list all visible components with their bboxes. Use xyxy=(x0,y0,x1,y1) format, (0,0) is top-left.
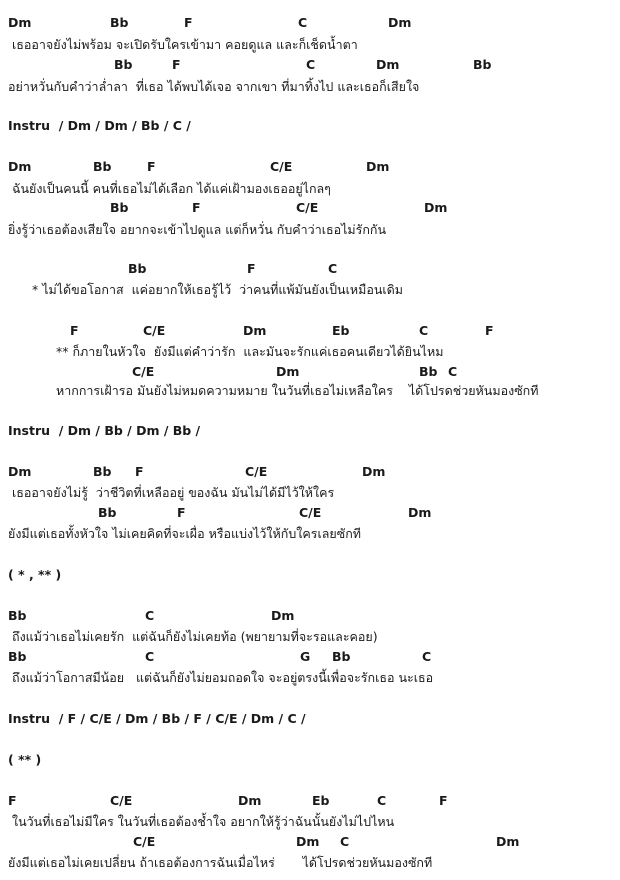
lyric-line: ฉันยังเป็นคนนี้ คนที่เธอไม่ได้เลือก ได้แค่เฝ้ามองเธออยู่ไกลๆ xyxy=(12,181,331,196)
lyric-line: ในวันที่เธอไม่มีใคร ในวันที่เธอต้องช้ำใจ อยากให้รู้ว่าฉันนั้นยังไม่ไปไหน xyxy=(12,814,395,829)
chord-label: Eb xyxy=(312,793,330,808)
chord-label: Dm xyxy=(376,57,400,72)
lyric-line: ยังมีแต่เธอไม่เคยเปลี่ยน ถ้าเธอต้องการฉันเมื่อไหร่ ได้โปรดช่วยหันมองซักที xyxy=(8,855,433,870)
section-marker: ( * , ** ) xyxy=(8,567,62,582)
lyric-line: * ไม่ได้ขอโอกาส แค่อยากให้เธอรู้ไว้ ว่าคนที่แพ้มันยังเป็นเหมือนเดิม xyxy=(32,282,404,297)
chord-label: C xyxy=(448,364,458,379)
chord-label: C xyxy=(328,261,338,276)
lyric-line: เธออาจยังไม่รู้ ว่าชีวิตที่เหลืออยู่ ของฉัน มันไม่ได้มีไว้ให้ใคร xyxy=(12,485,335,500)
chord-label: Eb xyxy=(332,323,350,338)
chord-label: C xyxy=(306,57,316,72)
lyric-line: หากการเฝ้ารอ มันยังไม่หมดความหมาย ในวันที่เธอไม่เหลือใคร ได้โปรดช่วยหันมองซักที xyxy=(56,383,539,398)
chord-label: F xyxy=(184,15,193,30)
chord-label: Bb xyxy=(332,649,351,664)
chord-label: Bb xyxy=(110,15,129,30)
lyric-line: ยังมีแต่เธอทั้งหัวใจ ไม่เคยคิดที่จะเผื่อ หรือแบ่งไว้ให้กับใครเลยซักที xyxy=(8,526,362,541)
chord-label: Bb xyxy=(98,505,117,520)
chord-label: C/E xyxy=(296,200,319,215)
section-marker: ( ** ) xyxy=(8,752,42,767)
chord-label: F xyxy=(485,323,494,338)
chord-label: Dm xyxy=(276,364,300,379)
chord-label: F xyxy=(177,505,186,520)
chord-label: C/E xyxy=(110,793,133,808)
chord-label: Dm xyxy=(8,464,32,479)
chord-label: Dm xyxy=(388,15,412,30)
chord-label: Dm xyxy=(366,159,390,174)
section-marker: Instru / Dm / Dm / Bb / C / xyxy=(8,118,191,133)
chord-label: F xyxy=(439,793,448,808)
chord-label: Bb xyxy=(473,57,492,72)
chord-label: Bb xyxy=(128,261,147,276)
chord-label: Dm xyxy=(271,608,295,623)
chord-label: Dm xyxy=(424,200,448,215)
chord-label: Dm xyxy=(362,464,386,479)
chord-label: Bb xyxy=(93,159,112,174)
chord-label: Dm xyxy=(8,15,32,30)
section-marker: Instru / Dm / Bb / Dm / Bb / xyxy=(8,423,201,438)
chord-label: C/E xyxy=(299,505,322,520)
chord-label: Bb xyxy=(110,200,129,215)
chord-label: Bb xyxy=(8,608,27,623)
chord-label: F xyxy=(8,793,17,808)
chord-label: C/E xyxy=(270,159,293,174)
chord-label: Dm xyxy=(243,323,267,338)
chord-label: C xyxy=(340,834,350,849)
chord-label: Dm xyxy=(8,159,32,174)
chord-label: C/E xyxy=(245,464,268,479)
chord-label: F xyxy=(70,323,79,338)
chord-label: Dm xyxy=(496,834,520,849)
chord-label: F xyxy=(172,57,181,72)
chord-label: F xyxy=(147,159,156,174)
chord-label: Bb xyxy=(8,649,27,664)
lyric-line: อย่าหวั่นกับคำว่าล่ำลา ที่เธอ ได้พบได้เจอ จากเขา ที่มาทิ้งไป และเธอก็เสียใจ xyxy=(8,79,420,94)
chord-label: C xyxy=(422,649,432,664)
chord-label: C xyxy=(145,649,155,664)
chord-label: Dm xyxy=(296,834,320,849)
section-marker: Instru / F / C/E / Dm / Bb / F / C/E / Dm / C / xyxy=(8,711,306,726)
lyric-line: ถึงแม้ว่าเธอไม่เคยรัก แต่ฉันก็ยังไม่เคยท้อ (พยายามที่จะรอและคอย) xyxy=(12,629,378,644)
chord-label: Bb xyxy=(419,364,438,379)
chord-label: C/E xyxy=(132,364,155,379)
chord-label: C xyxy=(419,323,429,338)
chord-label: C xyxy=(298,15,308,30)
chord-label: F xyxy=(135,464,144,479)
chord-label: F xyxy=(192,200,201,215)
chord-label: C xyxy=(377,793,387,808)
lyric-line: เธออาจยังไม่พร้อม จะเปิดรับใครเข้ามา คอยดูแล และก็เช็ดน้ำตา xyxy=(12,37,358,52)
chord-label: C/E xyxy=(133,834,156,849)
chord-label: Dm xyxy=(238,793,262,808)
chord-label: G xyxy=(300,649,311,664)
chord-label: C xyxy=(145,608,155,623)
lyric-line: ยิ่งรู้ว่าเธอต้องเสียใจ อยากจะเข้าไปดูแล แต่ก็หวั่น กับคำว่าเธอไม่รักกัน xyxy=(8,222,387,237)
lyric-line: ถึงแม้ว่าโอกาสมีน้อย แต่ฉันก็ยังไม่ยอมถอดใจ จะอยู่ตรงนี้เพื่อจะรักเธอ นะเธอ xyxy=(12,670,434,685)
lyric-line: ** ก็ภายในหัวใจ ยังมีแต่คำว่ารัก และมันจะรักแค่เธอคนเดียวได้ยินไหม xyxy=(56,344,444,359)
chord-label: F xyxy=(247,261,256,276)
chord-label: Bb xyxy=(114,57,133,72)
chord-label: Bb xyxy=(93,464,112,479)
chord-label: C/E xyxy=(143,323,166,338)
chord-label: Dm xyxy=(408,505,432,520)
